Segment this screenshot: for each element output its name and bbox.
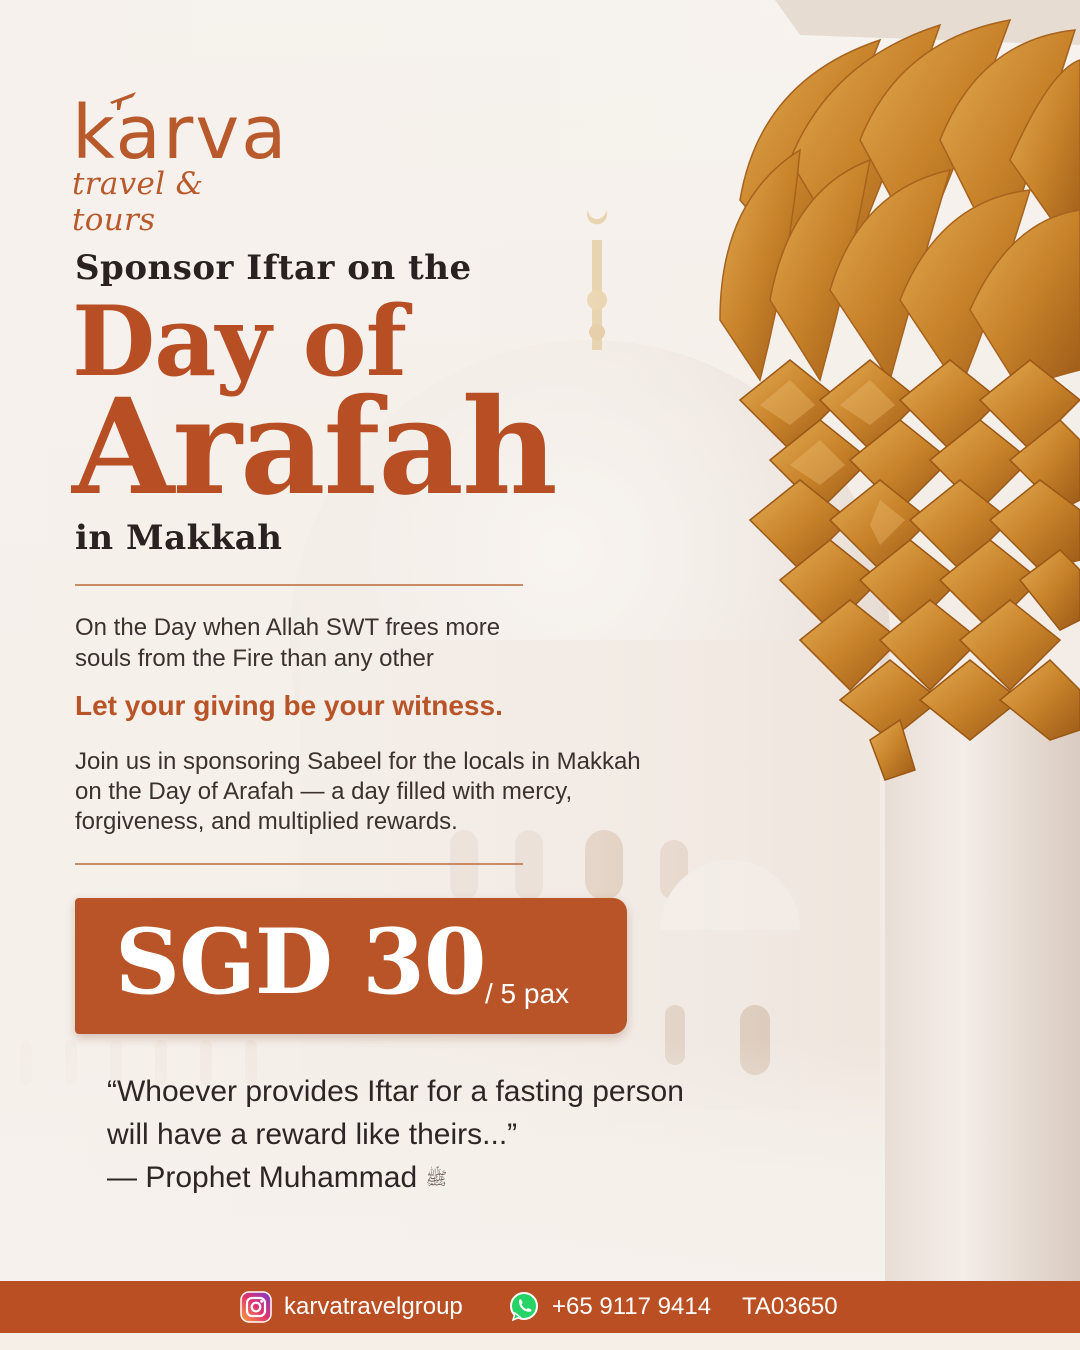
footer-bottom-strip (0, 1333, 1080, 1350)
description-line: forgiveness, and multiplied rewards. (75, 808, 458, 835)
quote-attribution (107, 1156, 807, 1201)
license-number: TA03650 (742, 1293, 838, 1320)
description-paragraph (75, 747, 795, 837)
quote-line: will have a reward like theirs...” (107, 1118, 518, 1151)
whatsapp-icon (508, 1291, 540, 1323)
description-line: on the Day of Arafah — a day filled with mercy, (75, 778, 573, 805)
footer-bar (0, 1281, 1080, 1333)
call-to-action-text: Let your giving be your witness. (75, 690, 503, 721)
airplane-icon (108, 88, 138, 112)
price-amount: SGD 30 (115, 909, 486, 1015)
headline-title-line1: Day of (72, 285, 406, 398)
brand-name: karva (72, 90, 289, 176)
price-unit: / 5 pax (485, 978, 570, 1009)
description-line: Join us in sponsoring Sabeel for the locals in Makkah (75, 748, 641, 775)
price-badge (75, 898, 627, 1034)
instagram-icon (240, 1291, 272, 1323)
honorific-glyph: ﷺ (425, 1168, 448, 1189)
divider (75, 584, 523, 586)
whatsapp-link[interactable] (508, 1281, 711, 1333)
phone-number: +65 9117 9414 (552, 1293, 712, 1320)
intro-paragraph (75, 612, 635, 674)
headline-subtitle: in Makkah (75, 518, 283, 558)
brand-tagline: travel & tours (72, 166, 204, 238)
intro-line: On the Day when Allah SWT frees more (75, 614, 501, 641)
brand-logo[interactable] (72, 90, 292, 238)
license-number-item (742, 1281, 838, 1333)
headline-title-line2: Arafah (72, 370, 556, 525)
intro-line: souls from the Fire than any other (75, 645, 434, 672)
headline-kicker: Sponsor Iftar on the (75, 248, 472, 288)
hadith-quote (107, 1070, 807, 1201)
quote-line: “Whoever provides Iftar for a fasting person (107, 1075, 684, 1108)
quote-attribution-text: — Prophet Muhammad (107, 1161, 418, 1194)
divider (75, 863, 523, 865)
instagram-handle: karvatravelgroup (284, 1293, 463, 1320)
instagram-link[interactable] (240, 1281, 463, 1333)
